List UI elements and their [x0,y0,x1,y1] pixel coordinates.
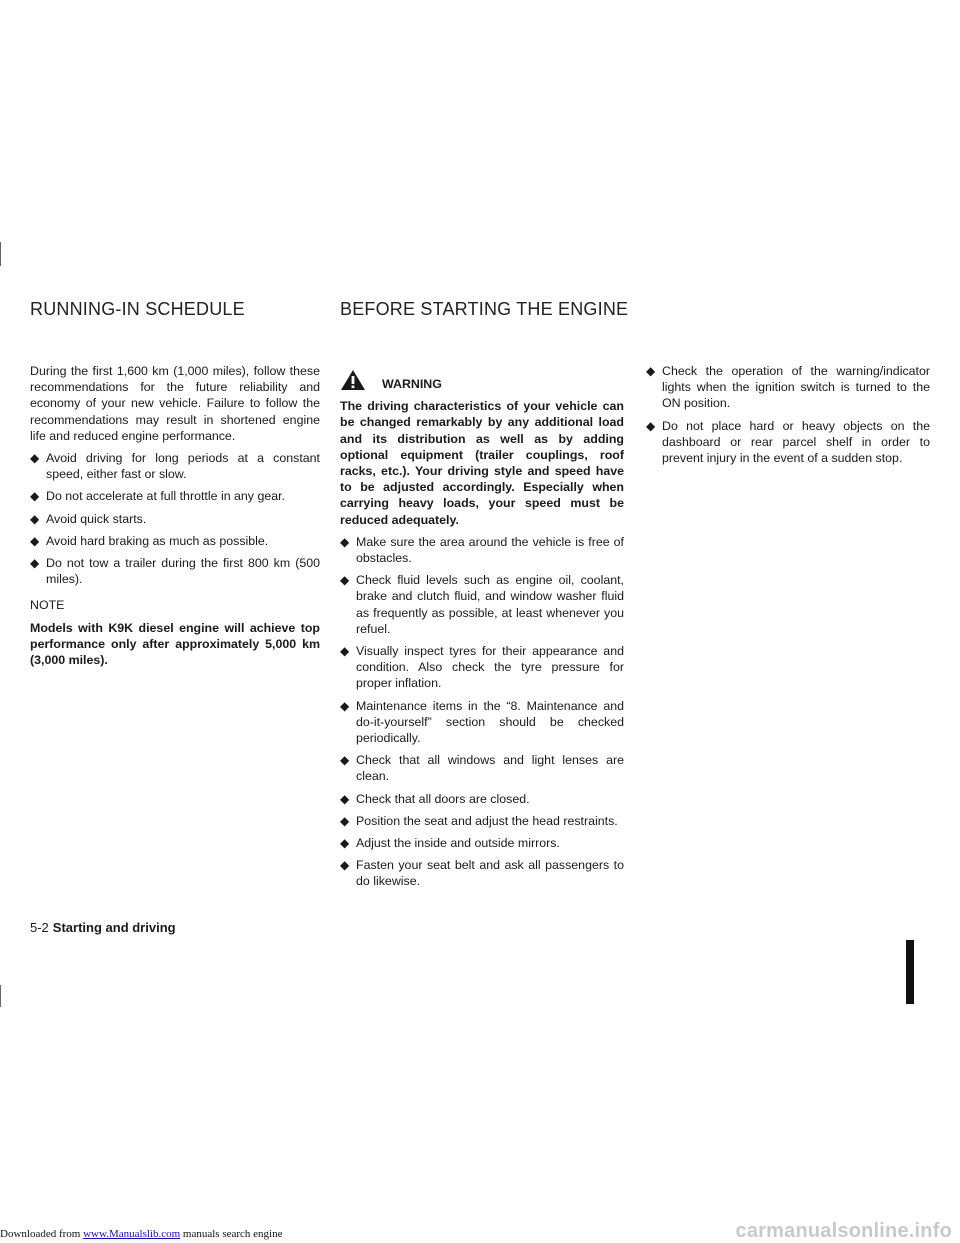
diamond-bullet-icon: ◆ [30,533,40,548]
diamond-bullet-icon: ◆ [340,813,350,828]
list-item: ◆ Avoid driving for long periods at a constant speed, either fast or slow. [30,451,320,482]
diamond-bullet-icon: ◆ [340,791,350,806]
list-item: ◆ Adjust the inside and outside mirrors. [340,836,560,851]
list-item: ◆ Check the operation of the warning/indicator lights when the ignition switch is turned to the ON position. [646,364,930,411]
diamond-bullet-icon: ◆ [646,418,656,433]
note-label: NOTE [30,598,65,613]
chapter-title: Starting and driving [52,920,176,935]
watermark-logo: carmanualsonline.info [735,1220,952,1242]
diamond-bullet-icon: ◆ [646,364,656,378]
diamond-bullet-icon: ◆ [340,573,350,588]
list-item: ◆ Avoid quick starts. [30,511,147,526]
diamond-bullet-icon: ◆ [340,836,350,851]
manualslib-link[interactable]: www.Manualslib.com [83,1228,181,1240]
column-before-starting-1 [340,360,624,896]
before-start-bullet-list-2 [646,363,930,466]
warning-text: The driving characteristics of your vehicle can be changed remarkably by any additional load and its distribution as well as by adding optional equipment (trailer couplings, roof racks, etc.). Your driving style and speed have to be adjusted accordingly. Especially when carrying heavy loads, your speed must be reduced adequately. [340,399,624,527]
note-text: Models with K9K diesel engine will achieve top performance only after approximately 5,000 km (3,000 miles). [30,620,320,668]
list-item: ◆ Do not tow a trailer during the first 800 km (500 miles). [30,556,320,587]
crop-mark-bottom-left [0,985,1,1007]
diamond-bullet-icon: ◆ [30,489,40,504]
page-number: 5-2 [30,920,49,935]
crop-mark-top-left [0,242,1,266]
diamond-bullet-icon: ◆ [30,451,40,466]
list-item: ◆ Do not accelerate at full throttle in any gear. [30,489,286,504]
list-item: ◆ Fasten your seat belt and ask all passengers to do likewise. [340,858,624,889]
list-item: ◆ Avoid hard braking as much as possible. [30,533,269,548]
before-start-bullet-list [340,534,624,890]
diamond-bullet-icon: ◆ [30,556,40,571]
section-title-running-in: RUNNING-IN SCHEDULE [30,299,245,319]
diamond-bullet-icon: ◆ [340,698,350,713]
list-item: ◆ Do not place hard or heavy objects on the dashboard or rear parcel shelf in order to prevent injury in the event of a sudden stop. [646,418,930,466]
list-item: ◆ Visually inspect tyres for their appearance and condition. Also check the tyre pressure for proper inflation. [340,644,624,691]
running-in-intro: During the first 1,600 km (1,000 miles), follow these recommendations for the future reliability and economy of your new vehicle. Failure to follow the recommendations may result in shortened engine life and reduced engine performance. [30,364,320,443]
list-item: ◆ Make sure the area around the vehicle is free of obstacles. [340,534,624,566]
diamond-bullet-icon: ◆ [340,858,350,873]
list-item: ◆ Check that all windows and light lenses are clean. [340,753,624,784]
list-item: ◆ Check fluid levels such as engine oil, coolant, brake and clutch fluid, and window washer fluid as frequently as possible, at least whenever you refuel. [340,573,624,636]
page-footer [30,920,176,935]
column-before-starting-2 [646,363,930,472]
warning-header [340,368,624,392]
diamond-bullet-icon: ◆ [30,511,40,526]
column-running-in [30,363,320,674]
list-item: ◆ Position the seat and adjust the head restraints. [340,813,618,828]
warning-label: WARNING [382,377,442,391]
running-in-bullet-list [30,450,320,587]
list-item: ◆ Check that all doors are closed. [340,791,530,806]
diamond-bullet-icon: ◆ [340,534,350,549]
section-title-before-starting: BEFORE STARTING THE ENGINE [340,299,629,319]
diamond-bullet-icon: ◆ [340,753,350,768]
chapter-tab-marker [906,940,914,1004]
download-banner: Downloaded from www.Manualslib.com manuals search engine [0,1228,283,1240]
warning-triangle-icon [340,369,366,391]
diamond-bullet-icon: ◆ [340,644,350,659]
list-item: ◆ Maintenance items in the “8. Maintenance and do-it-yourself” section should be checked periodically. [340,698,624,746]
